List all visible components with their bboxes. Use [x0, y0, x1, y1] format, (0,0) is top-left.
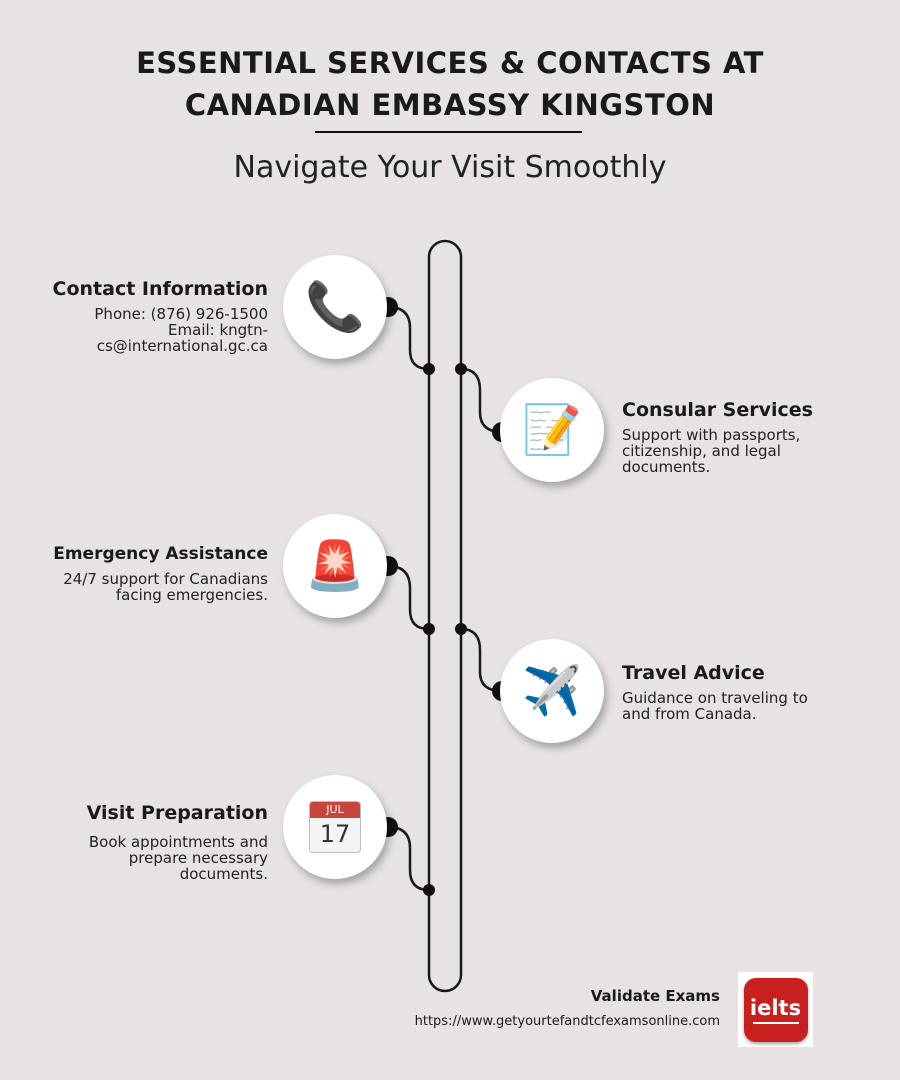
consular-desc-line-2: citizenship, and legal — [622, 442, 781, 460]
contact-phone: Phone: (876) 926-1500 — [94, 305, 268, 323]
connector-emergency — [388, 566, 429, 629]
travel-desc-line-1: Guidance on traveling to — [622, 689, 808, 707]
travel-title: Travel Advice — [622, 662, 765, 684]
node-travel — [455, 623, 467, 635]
consular-title: Consular Services — [622, 399, 813, 421]
telephone-icon: 📞 — [305, 279, 365, 335]
memo-icon: 📝 — [522, 402, 582, 458]
emergency-title: Emergency Assistance — [53, 544, 268, 564]
calendar-day: 17 — [319, 820, 351, 848]
consular-desc-line-1: Support with passports, — [622, 426, 801, 444]
emergency-section — [28, 541, 268, 603]
connector-contact — [388, 307, 429, 369]
calendar-icon — [309, 801, 361, 853]
visit-desc-line-2: prepare necessary — [128, 849, 268, 867]
contact-email-line-1: Email: kngtn- — [168, 321, 268, 339]
node-consular — [455, 363, 467, 375]
visit-icon-circle — [283, 775, 387, 879]
emergency-icon-circle — [283, 514, 387, 618]
footer-url[interactable]: https://www.getyourtefandtcfexamsonline.com — [414, 1014, 720, 1029]
connector-consular — [461, 369, 502, 432]
ielts-logo — [744, 978, 808, 1042]
contact-icon-circle — [283, 255, 387, 359]
timeline-track — [429, 241, 461, 991]
footer-brand-name: Validate Exams — [590, 987, 720, 1005]
visit-desc-line-3: documents. — [179, 865, 268, 883]
travel-desc-line-2: and from Canada. — [622, 705, 757, 723]
contact-title: Contact Information — [52, 278, 268, 300]
visit-title: Visit Preparation — [86, 802, 268, 824]
logo-underline — [753, 1022, 799, 1024]
contact-email-line-2: cs@international.gc.ca — [96, 337, 268, 355]
footer-logo — [738, 972, 813, 1047]
siren-icon: 🚨 — [305, 538, 365, 594]
consular-icon-circle — [500, 378, 604, 482]
consular-desc-line-3: documents. — [622, 458, 711, 476]
node-emergency — [423, 623, 435, 635]
travel-section — [622, 660, 852, 722]
node-visit — [423, 884, 435, 896]
connector-visit — [388, 827, 429, 890]
consular-section — [622, 397, 852, 475]
title-line-1: ESSENTIAL SERVICES & CONTACTS AT — [136, 46, 764, 80]
title-line-2: CANADIAN EMBASSY KINGSTON — [184, 88, 716, 122]
calendar-month: JUL — [310, 802, 360, 818]
page-subtitle: Navigate Your Visit Smoothly — [233, 150, 667, 185]
emergency-desc-line-1: 24/7 support for Canadians — [63, 570, 268, 588]
connector-travel — [461, 629, 502, 691]
travel-icon-circle — [500, 639, 604, 743]
logo-text: ielts — [749, 995, 802, 1020]
node-contact — [423, 363, 435, 375]
visit-desc-line-1: Book appointments and — [88, 833, 268, 851]
contact-section — [28, 276, 268, 354]
airplane-icon: ✈️ — [522, 663, 582, 719]
visit-section — [28, 800, 268, 882]
emergency-desc-line-2: facing emergencies. — [115, 586, 268, 604]
